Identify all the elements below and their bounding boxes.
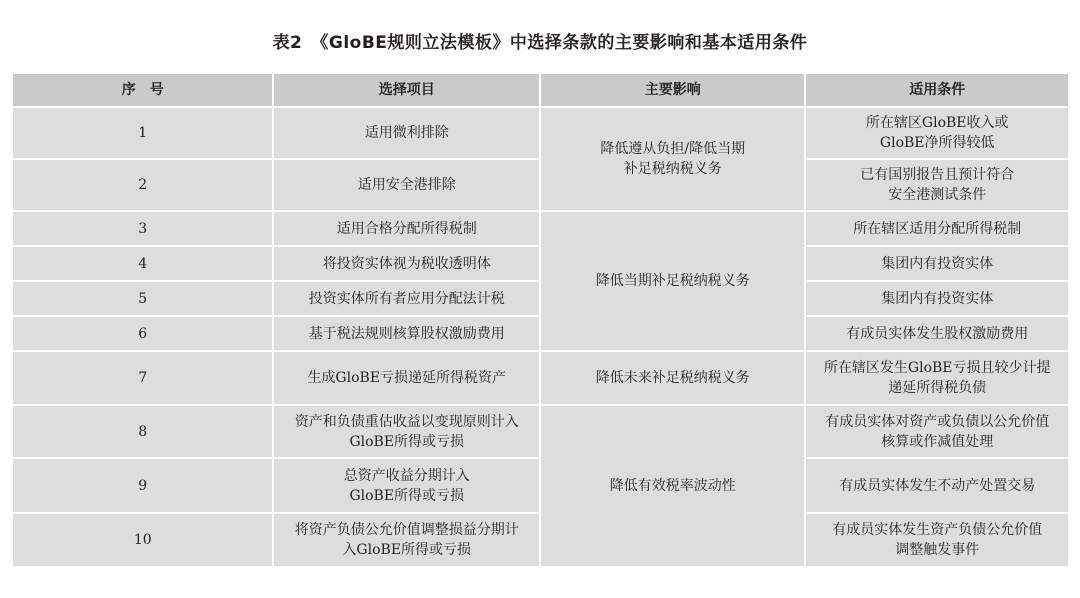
row-item: 将投资实体视为税收透明体 <box>273 246 540 281</box>
row-item: 适用微利排除 <box>273 107 540 159</box>
header-item: 选择项目 <box>273 73 540 107</box>
row-no: 2 <box>12 159 273 211</box>
row-condition: 有成员实体发生资产负债公允价值 调整触发事件 <box>805 513 1069 567</box>
row-condition: 所在辖区适用分配所得税制 <box>805 211 1069 246</box>
row-impact: 降低遵从负担/降低当期 补足税纳税义务 <box>540 107 805 211</box>
row-condition: 有成员实体对资产或负债以公允价值 核算或作减值处理 <box>805 405 1069 458</box>
row-item: 基于税法规则核算股权激励费用 <box>273 316 540 351</box>
row-item: 总资产收益分期计入 GloBE所得或亏损 <box>273 458 540 513</box>
row-condition: 集团内有投资实体 <box>805 281 1069 316</box>
row-impact: 降低未来补足税纳税义务 <box>540 351 805 405</box>
row-condition: 有成员实体发生不动产处置交易 <box>805 458 1069 513</box>
header-no: 序 号 <box>12 73 273 107</box>
row-no: 5 <box>12 281 273 316</box>
table-row <box>12 107 1069 159</box>
row-no: 10 <box>12 513 273 567</box>
row-item: 生成GloBE亏损递延所得税资产 <box>273 351 540 405</box>
row-item: 适用合格分配所得税制 <box>273 211 540 246</box>
table-title: 表2 《GloBE规则立法模板》中选择条款的主要影响和基本适用条件 <box>272 33 808 53</box>
row-impact: 降低当期补足税纳税义务 <box>540 211 805 351</box>
header-condition: 适用条件 <box>805 73 1069 107</box>
row-item: 将资产负债公允价值调整损益分期计 入GloBE所得或亏损 <box>273 513 540 567</box>
row-no: 7 <box>12 351 273 405</box>
row-impact: 降低有效税率波动性 <box>540 405 805 567</box>
row-no: 3 <box>12 211 273 246</box>
row-no: 1 <box>12 107 273 159</box>
row-condition: 集团内有投资实体 <box>805 246 1069 281</box>
row-condition: 所在辖区发生GloBE亏损且较少计提 递延所得税负债 <box>805 351 1069 405</box>
row-item: 投资实体所有者应用分配法计税 <box>273 281 540 316</box>
row-no: 8 <box>12 405 273 458</box>
row-item: 适用安全港排除 <box>273 159 540 211</box>
header-row <box>12 73 1069 107</box>
header-impact: 主要影响 <box>540 73 805 107</box>
row-no: 9 <box>12 458 273 513</box>
table-row <box>12 351 1069 405</box>
table-row <box>12 405 1069 458</box>
row-condition: 所在辖区GloBE收入或 GloBE净所得较低 <box>805 107 1069 159</box>
row-no: 4 <box>12 246 273 281</box>
row-item: 资产和负债重估收益以变现原则计入 GloBE所得或亏损 <box>273 405 540 458</box>
options-table <box>11 72 1070 568</box>
row-condition: 有成员实体发生股权激励费用 <box>805 316 1069 351</box>
row-no: 6 <box>12 316 273 351</box>
row-condition: 已有国别报告且预计符合 安全港测试条件 <box>805 159 1069 211</box>
table-row <box>12 211 1069 246</box>
